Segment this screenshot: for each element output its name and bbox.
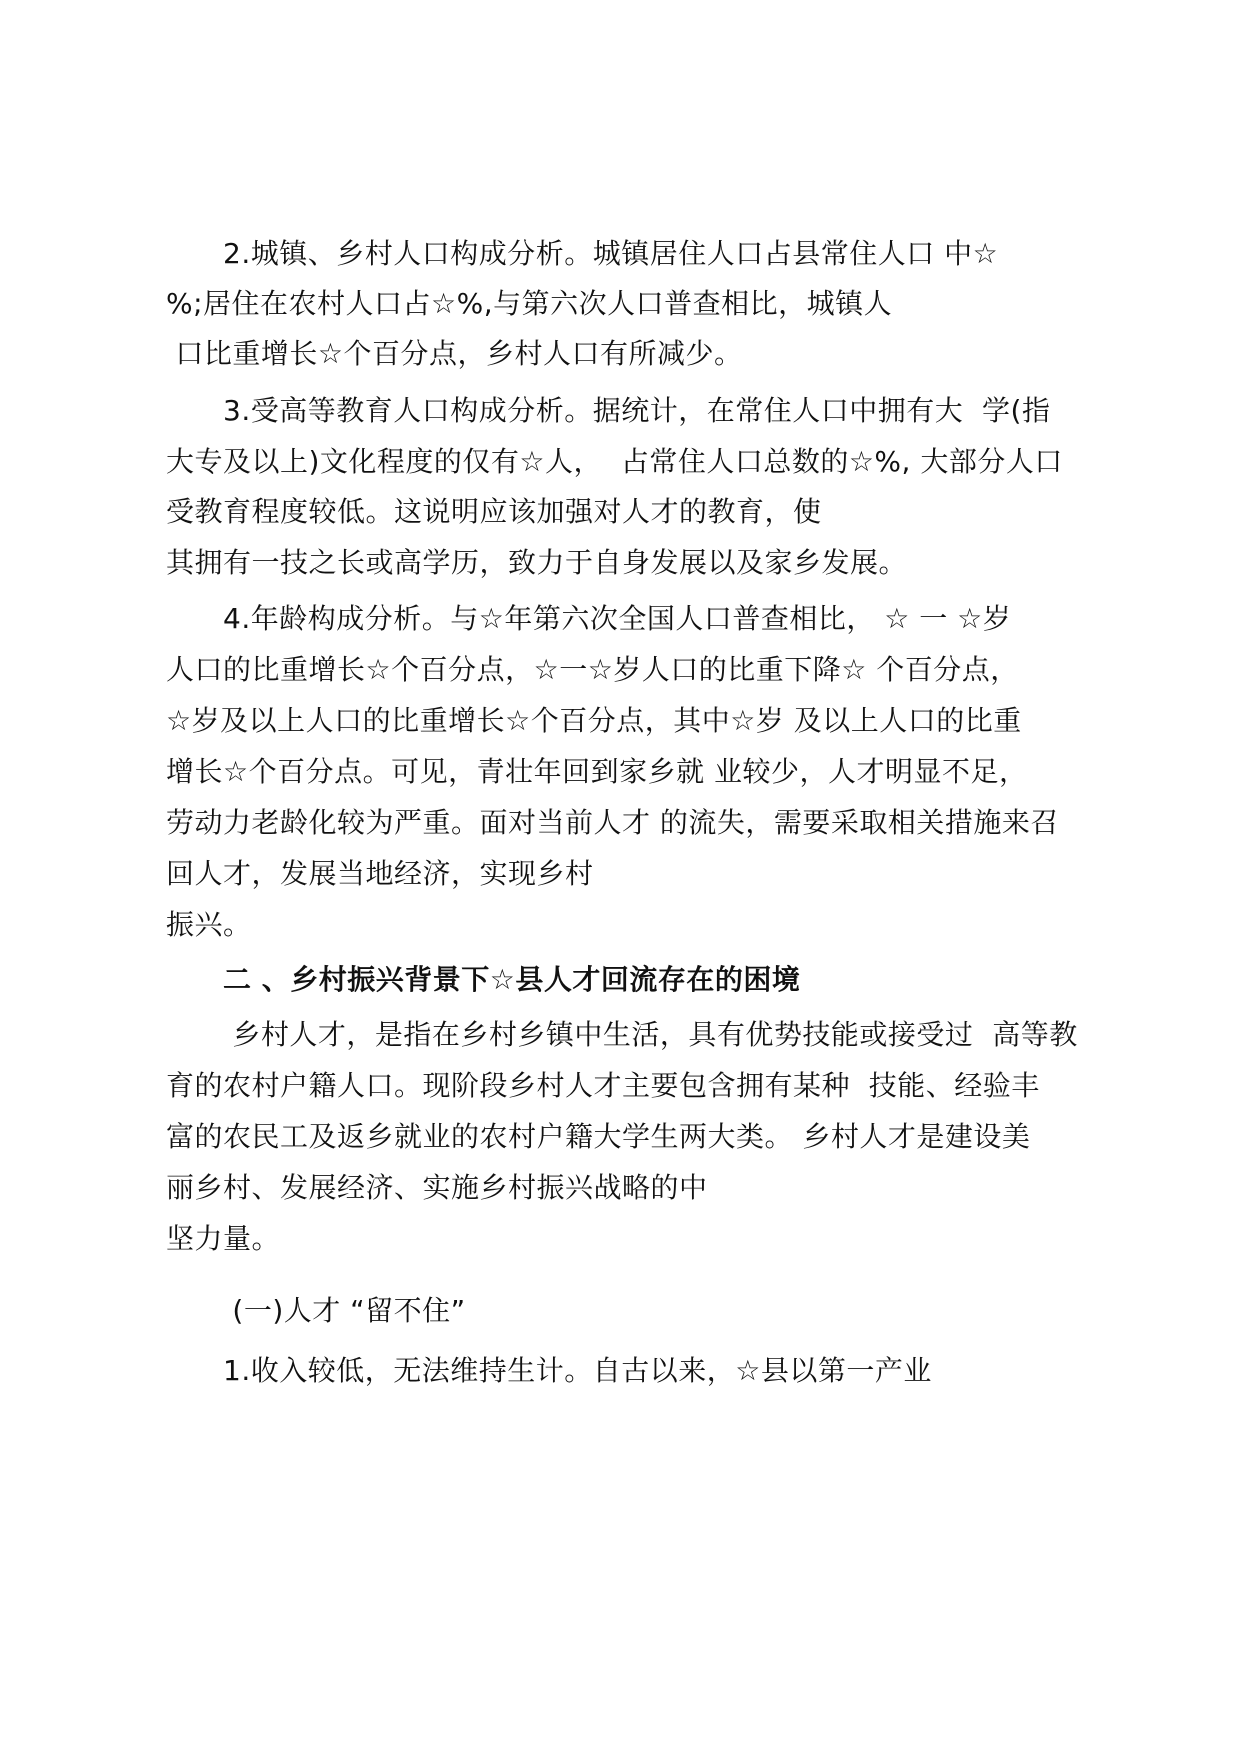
para-5-line-1: 乡村人才，是指在乡村乡镇中生活，具有优势技能或接受过 高等教: [166, 1018, 1078, 1051]
para-2-line-2: %;居住在农村人口占☆%,与第六次人口普查相比，城镇人: [166, 287, 893, 320]
para-2-line-3: 口比重增长☆个百分点，乡村人口有所减少。: [166, 337, 743, 370]
para-4-line-1: 4.年龄构成分析。与☆年第六次全国人口普查相比， ☆ 一 ☆岁: [166, 602, 1012, 635]
subsection-heading: (一)人才 “留不住”: [166, 1294, 466, 1327]
para-4-line-5: 劳动力老龄化较为严重。面对当前人才 的流失，需要采取相关措施来召: [166, 806, 1059, 839]
para-4-line-4: 增长☆个百分点。可见，青壮年回到家乡就 业较少，人才明显不足，: [166, 755, 1028, 788]
para-3-line-1: 3.受高等教育人口构成分析。据统计，在常住人口中拥有大 学(指: [166, 394, 1051, 427]
para-3-line-2: 大专及以上)文化程度的仅有☆人， 占常住人口总数的☆%, 大部分人口: [166, 445, 1063, 478]
para-5-line-3: 富的农民工及返乡就业的农村户籍大学生两大类。 乡村人才是建设美: [166, 1120, 1031, 1153]
section-heading: 二 、乡村振兴背景下☆县人才回流存在的困境: [166, 963, 801, 996]
para-5-line-4: 丽乡村、发展经济、实施乡村振兴战略的中: [166, 1171, 708, 1204]
para-3-line-4: 其拥有一技之长或高学历，致力于自身发展以及家乡发展。: [166, 546, 908, 579]
para-6-line-1: 1.收入较低，无法维持生计。自古以来，☆县以第一产业: [166, 1354, 932, 1387]
para-2-line-1: 2.城镇、乡村人口构成分析。城镇居住人口占县常住人口 中☆: [166, 237, 999, 270]
para-4-line-6: 回人才，发展当地经济，实现乡村: [166, 857, 594, 890]
para-4-line-3: ☆岁及以上人口的比重增长☆个百分点，其中☆岁 及以上人口的比重: [166, 704, 1022, 737]
para-4-line-2: 人口的比重增长☆个百分点，☆一☆岁人口的比重下降☆ 个百分点，: [166, 653, 1019, 686]
para-4-line-7: 振兴。: [166, 908, 252, 941]
para-5-line-2: 育的农村户籍人口。现阶段乡村人才主要包含拥有某种 技能、经验丰: [166, 1069, 1040, 1102]
para-5-line-5: 坚力量。: [166, 1222, 281, 1255]
para-3-line-3: 受教育程度较低。这说明应该加强对人才的教育，使: [166, 495, 822, 528]
